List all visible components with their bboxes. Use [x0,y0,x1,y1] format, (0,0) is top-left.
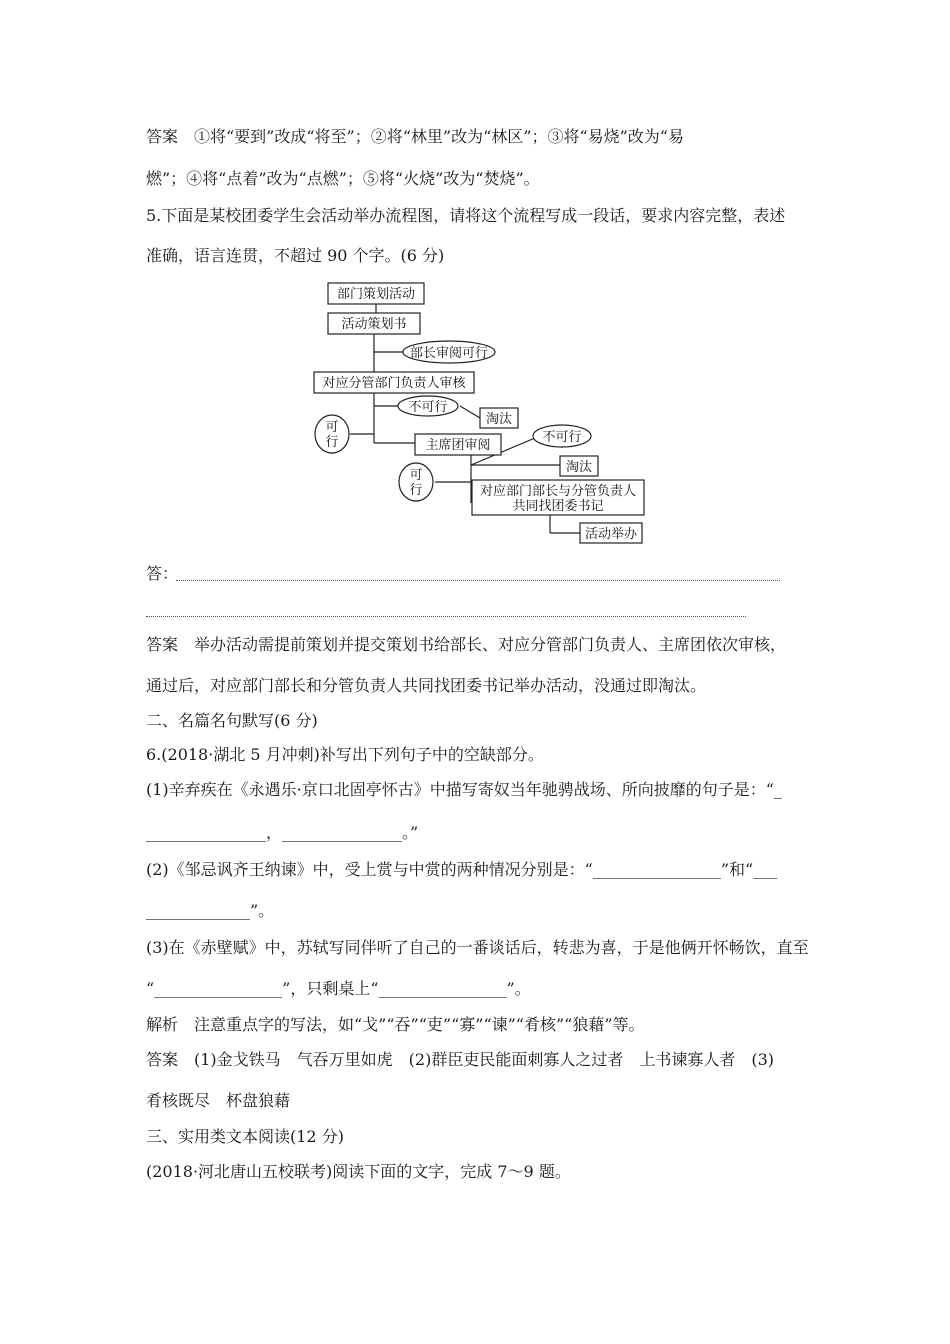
flow-node-ok-1 [315,415,349,453]
flow-text: 部门策划活动 [336,287,416,302]
q6-p3-line2: “________________”，只剩桌上“________________”。 [146,979,531,998]
flow-node-minister-review [403,341,495,363]
answer-blank-line [146,616,746,617]
flow-node-eliminate-1 [480,408,518,428]
q6-p3-line1: (3)在《赤壁赋》中，苏轼写同伴听了自己的一番谈话后，转悲为喜，于是他俩开怀畅饮，直至 [146,938,809,957]
flow-text: 不可行 [542,430,582,445]
flow-text: 部长审阅可行 [409,346,489,361]
flow-text: 对应分管部门负责人审核 [322,376,466,391]
connector [460,406,480,418]
flow-node-presidium-review [415,434,501,455]
flow-text: 不可行 [408,400,448,415]
flow-node-activity-held [580,523,642,543]
flow-node-not-ok-2 [533,425,591,447]
flow-text: 对应部门部长与分管负责人 [479,484,637,499]
flow-node-find-secretary [472,480,644,515]
flow-text: 可 [409,468,423,483]
flow-text: 行 [325,435,339,450]
flow-text: 行 [409,483,423,498]
q6-p1-line2: _______________，_______________。” [146,823,419,842]
q6-p1-line1: (1)辛弃疾在《永遇乐·京口北固亭怀古》中描写寄奴当年驰骋战场、所向披靡的句子是：“_ [146,780,782,799]
answer-blank-line [176,580,780,581]
flow-text: 淘汰 [485,412,513,427]
flow-text: 共同找团委书记 [512,499,604,514]
flow-node-eliminate-2 [560,456,598,476]
flow-node-dept-head-review [314,372,474,393]
flow-text: 活动策划书 [341,317,407,332]
section3-title: 三、实用类文本阅读(12 分) [146,1127,344,1146]
q6-prompt: 6.(2018·湖北 5 月冲刺)补写出下列句子中的空缺部分。 [146,745,544,764]
flow-text: 可 [325,420,339,435]
q6-answer-line1: 答案 (1)金戈铁马 气吞万里如虎 (2)群臣吏民能面刺寡人之过者 上书谏寡人者 (3) [146,1050,774,1069]
q6-analysis: 解析 注意重点字的写法，如“戈”“吞”“吏”“寡”“谏”“肴核”“狼藉”等。 [146,1015,645,1034]
flow-node-dept-plan [328,283,424,304]
section2-title: 二、名篇名句默写(6 分) [146,711,318,730]
q5-answer-line2: 通过后，对应部门部长和分管负责人共同找团委书记举办活动，没通过即淘汰。 [146,676,707,695]
q6-p2-line1: (2)《邹忌讽齐王纳谏》中，受上赏与中赏的两种情况分别是：“________________”和“___ [146,860,778,879]
flow-node-ok-2 [399,463,433,501]
flowchart [300,278,660,548]
flow-node-plan-doc [328,313,420,334]
q5-answer-line1: 答案 举办活动需提前策划并提交策划书给部长、对应分管部门负责人、主席团依次审核， [146,635,787,654]
flow-node-not-ok-1 [398,396,458,416]
q6-p2-line2: _____________”。 [146,901,275,920]
q6-answer-line2: 肴核既尽 杯盘狼藉 [146,1091,291,1110]
section3-intro: (2018·河北唐山五校联考)阅读下面的文字，完成 7～9 题。 [146,1162,571,1181]
answer-label: 答： [146,564,179,583]
q5-prompt-line2: 准确，语言连贯，不超过 90 个字。(6 分) [146,246,445,265]
flow-text: 主席团审阅 [425,438,491,453]
q4-answer-line1: 答案 ①将“要到”改成“将至”；②将“林里”改为“林区”；③将“易烧”改为“易 [146,127,684,146]
flow-text: 活动举办 [584,527,638,542]
q5-prompt-line1: 5.下面是某校团委学生会活动举办流程图，请将这个流程写成一段话，要求内容完整，表述 [146,206,786,225]
flow-text: 淘汰 [565,460,593,475]
q4-answer-line2: 燃”；④将“点着”改为“点燃”；⑤将“火烧”改为“焚烧”。 [146,169,540,188]
